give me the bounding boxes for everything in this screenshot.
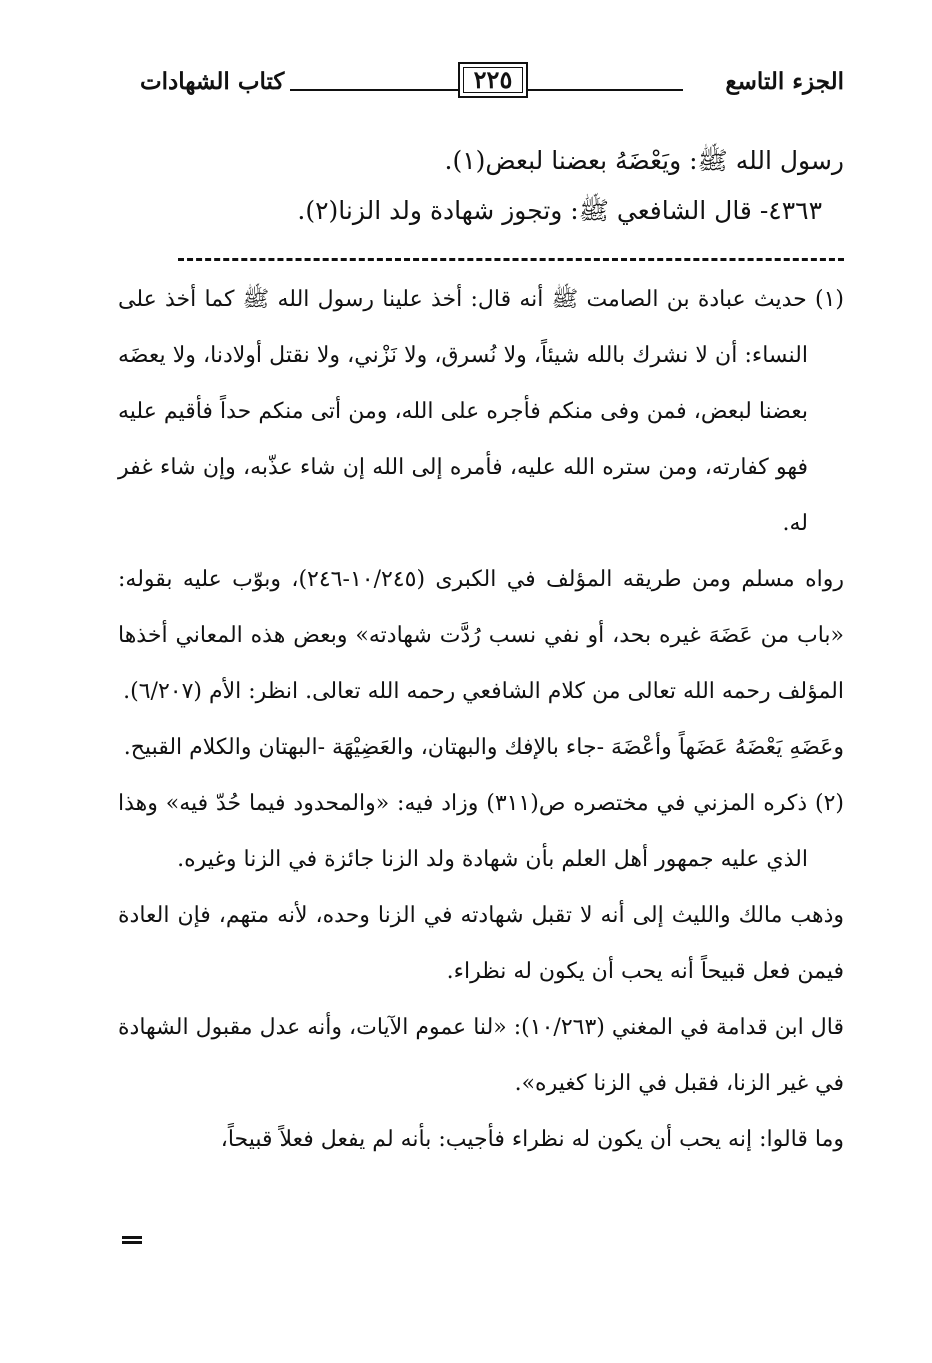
footnote-2-paragraph: وذهب مالك والليث إلى أنه لا تقبل شهادته في الزنا وحده، لأنه متهم، فإن العادة فيمن فعل قبيحاً أنه يحب أن يكون له نظراء.: [118, 903, 844, 984]
page-header: [118, 62, 844, 102]
footnote-1-paragraph: رواه مسلم ومن طريقه المؤلف في الكبرى (١٠/٢٤٥-٢٤٦)، وبوّب عليه بقوله: «باب من عَضَهَ غيره بحد، أو نفي نسب رُدَّت شهادته» وبعض هذه المعاني أخذها المؤلف رحمه الله تعالى من كلام الشافعي رحمه الله تعالى. انظر: الأم (٦/٢٠٧).: [118, 567, 844, 704]
page-number: ٢٢٥: [458, 62, 528, 98]
footnote-1-paragraph: وعَضَهِ يَعْضَهُ عَضَهاً وأعْضَهَ -جاء بالإفك والبهتان، والعَضِيْهَة -البهتان والكلام القبيح.: [123, 735, 844, 760]
footnotes: [118, 272, 844, 1168]
footnote-2-paragraph: وما قالوا: إنه يحب أن يكون له نظراء فأجيب: بأنه لم يفعل فعلاً قبيحاً،: [220, 1127, 844, 1152]
footnote-1: (١) حديث عبادة بن الصامت ﷺ أنه قال: أخذ علينا رسول الله ﷺ كما أخذ على النساء: أن لا نشرك بالله شيئاً، ولا نُسرق، ولا نَزْني، ولا نقتل أولادنا، ولا يعضَه بعضنا لبعض، فمن وفى منكم فأجره على الله، ومن أتى منكم حداً فأقيم عليه فهو كفارته، ومن ستره الله عليه، فأمره إلى الله إن شاء عذّبه، وإن شاء غفر له.: [118, 287, 844, 536]
main-text: [118, 136, 844, 236]
footnote-separator: [178, 258, 844, 261]
main-text-paragraph: ٤٣٦٣- قال الشافعي ﷺ: وتجوز شهادة ولد الزنا(٢).: [297, 196, 822, 225]
main-text-line: رسول الله ﷺ: ويَعْضَهُ بعضنا لبعض(١).: [444, 146, 844, 175]
volume-title: الجزء التاسع: [725, 68, 844, 95]
book-title: كتاب الشهادات: [140, 68, 285, 95]
header-rule-left: [290, 89, 458, 91]
footnote-2: (٢) ذكره المزني في مختصره ص(٣١١) وزاد فيه: «والمحدود فيما حُدّ فيه» وهذا الذي عليه جمهور أهل العلم بأن شهادة ولد الزنا جائزة في الزنا وغيره.: [118, 791, 844, 872]
continuation-mark: [122, 1236, 142, 1244]
footnote-2-paragraph: قال ابن قدامة في المغني (١٠/٢٦٣): «لنا عموم الآيات، وأنه عدل مقبول الشهادة في غير الزنا، فقبل في الزنا كغيره».: [118, 1015, 845, 1096]
header-rule-right: [528, 89, 683, 91]
